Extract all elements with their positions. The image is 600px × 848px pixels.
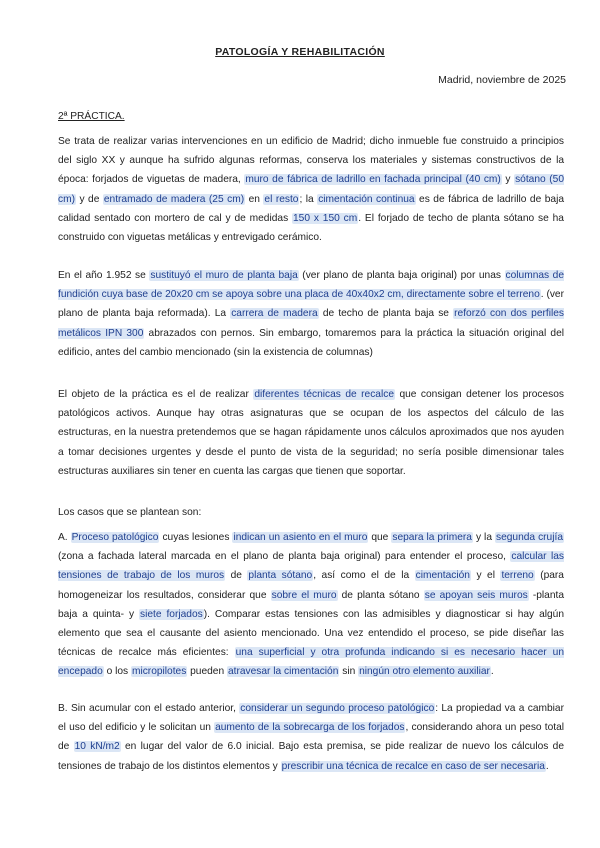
- highlight: cimentación: [415, 570, 470, 582]
- highlight: muro de fábrica de ladrillo en fachada principal (40 cm): [245, 174, 501, 186]
- highlight: columnas de fundición cuya base de 20x20 cm se apoya sobre una placa de 40x40x2 cm, directamente sobre el terreno: [58, 270, 565, 301]
- text-run: (para homogeneizar los resultados, considerar que: [58, 570, 564, 601]
- highlight: sustituyó el muro de planta baja: [150, 270, 298, 281]
- highlight: calcular las tensiones de trabajo de los muros: [58, 551, 564, 582]
- text-run: , considerando ahora un peso total de: [58, 722, 564, 753]
- text-run: abrazados con pernos. Sin embargo, tomaremos para la práctica la situación original del edificio, antes del cambio mencionado (sin la existencia de columnas): [58, 327, 564, 358]
- paragraph-cases-intro: [58, 503, 564, 522]
- text-run: .: [490, 666, 494, 678]
- highlight: aumento de la sobrecarga de los forjados: [215, 722, 405, 734]
- highlight: se apoyan seis muros: [424, 589, 528, 601]
- text-run: y la: [472, 532, 495, 543]
- text-run: cuyas lesiones: [159, 532, 233, 543]
- text-run: . El forjado de techo de planta sótano se ha construido con viguetas metálicas y entrevigado cerámico.: [58, 212, 564, 244]
- highlight: separa la primera: [392, 532, 472, 543]
- text-run: o los: [103, 666, 131, 678]
- text-run: de techo de planta baja se: [318, 308, 454, 320]
- text-run: Se trata de realizar varias intervenciones en un edificio de Madrid; dicho inmueble fue construido a principios del siglo XX y aunque ha sufrido algunas reformas, conserva los materiales y sistemas constructivos de la época: forjados de viguetas de madera,: [58, 136, 564, 186]
- text-run: -planta baja a quinta- y: [58, 589, 564, 620]
- place-date: Madrid, noviembre de 2025: [438, 74, 566, 86]
- text-run: de planta sótano: [337, 589, 424, 601]
- text-run: es de fábrica de ladrillo de baja calidad sentado con mortero de cal y de medidas: [58, 193, 564, 224]
- text-run: , así como el de la: [313, 570, 415, 582]
- text-run: . (ver plano de planta baja reformada). La: [58, 289, 564, 320]
- text-run: que consigan detener los procesos patológicos activos. Aunque hay otras asignaturas que se ocupan de los aspectos del cálculo de las estructuras, en la nuestra pretendemos que se hagan rápidamente unos cálculos aproximados que nos ayuden a tomar decisiones urgentes y desde el punto de vista de la seguridad; no sería posible dimensionar tales estructuras auxiliares sin tener en cuenta las cargas que tienen que soportar.: [58, 389, 564, 477]
- text-run: y el: [470, 570, 501, 582]
- text-run: En el año 1.952 se: [58, 270, 150, 281]
- highlight: sobre el muro: [271, 589, 337, 601]
- text-run: que: [368, 532, 392, 543]
- highlight: una superficial y otra profunda indicando si es necesario hacer un encepado: [58, 647, 564, 678]
- highlight: planta sótano: [248, 570, 313, 582]
- text-run: pueden: [187, 666, 227, 678]
- highlight: atravesar la cimentación: [227, 666, 339, 678]
- highlight: terreno: [501, 570, 534, 582]
- highlight: indican un asiento en el muro: [233, 532, 368, 543]
- text-run: y de: [75, 193, 103, 205]
- text-run: Los casos que se plantean son:: [58, 507, 202, 518]
- text-run: en lugar del valor de 6.0 inicial. Bajo esta premisa, se pide realizar de nuevo los cálculos de tensiones de trabajo de los distintos elementos y: [58, 741, 564, 772]
- highlight: 10 kN/m2: [74, 741, 120, 753]
- text-run: : La propiedad va a cambiar el uso del edificio y le solicitan un: [58, 703, 564, 734]
- text-run: El objeto de la práctica es el de realizar: [58, 389, 254, 400]
- highlight: diferentes técnicas de recalce: [254, 389, 394, 400]
- highlight: entramado de madera (25 cm): [103, 193, 245, 205]
- text-run: de: [225, 570, 248, 582]
- text-run: en: [245, 193, 264, 205]
- paragraph-1952: [58, 266, 564, 362]
- highlight: el resto: [264, 193, 299, 205]
- highlight: prescribir una técnica de recalce en caso de ser necesaria: [281, 760, 545, 772]
- highlight: Proceso patológico: [71, 532, 159, 543]
- highlight: sótano (50 cm): [58, 174, 564, 205]
- highlight: ningún otro elemento auxiliar: [359, 666, 490, 678]
- highlight: reforzó con dos perfiles metálicos IPN 300: [58, 308, 565, 339]
- paragraph-case-a: [58, 528, 564, 682]
- text-run: (ver plano de planta baja original) por unas: [298, 270, 505, 281]
- section-label: 2ª PRÁCTICA.: [58, 111, 125, 122]
- text-run: A.: [58, 532, 71, 543]
- document-title: PATOLOGÍA Y REHABILITACIÓN: [215, 46, 385, 58]
- text-run: sin: [339, 666, 359, 678]
- text-run: .: [545, 760, 549, 772]
- text-run: (zona a fachada lateral marcada en el plano de planta baja original) para entender el proceso,: [58, 551, 511, 563]
- paragraph-case-b: [58, 699, 564, 776]
- text-run: B. Sin acumular con el estado anterior,: [58, 703, 240, 714]
- highlight: carrera de madera: [231, 308, 318, 320]
- paragraph-intro: [58, 132, 564, 247]
- highlight: cimentación continua: [318, 193, 415, 205]
- text-run: ; la: [299, 193, 318, 205]
- highlight: segunda crujía: [495, 532, 563, 543]
- paragraph-objective: [58, 385, 564, 481]
- highlight: considerar un segundo proceso patológico: [240, 703, 435, 714]
- highlight: siete forjados: [140, 608, 203, 620]
- highlight: 150 x 150 cm: [293, 212, 358, 224]
- highlight: micropilotes: [131, 666, 187, 678]
- text-run: y: [501, 174, 515, 186]
- text-run: ). Comparar estas tensiones con las admisibles y diagnosticar si hay algún elemento que sea el causante del asiento mencionado. Una vez entendido el proceso, se pide diseñar las técnicas de recalce más eficientes:: [58, 608, 565, 659]
